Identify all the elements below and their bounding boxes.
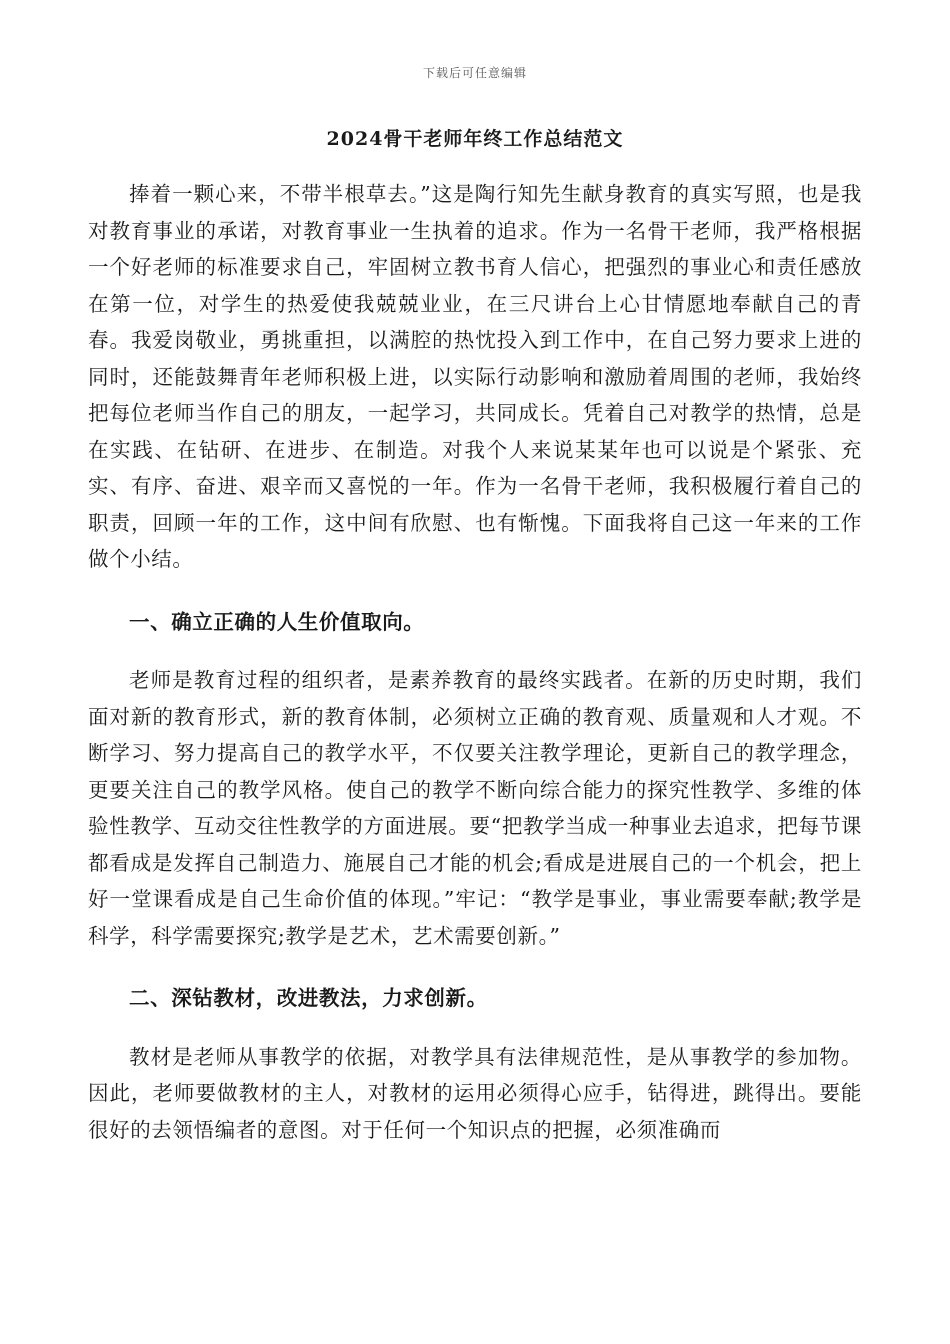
section-1-heading: 一、确立正确的人生价值取向。 (129, 609, 425, 634)
document-body (88, 176, 862, 1148)
section-2-heading: 二、深钻教材，改进教法，力求创新。 (129, 986, 488, 1010)
header-note: 下载后可任意编辑 (422, 66, 527, 80)
section-2-paragraph: 教材是老师从事教学的依据，对教学具有法律规范性，是从事教学的参加物。因此，老师要做教材的主人，对教材的运用必须得心应手，钻得进，跳得出。要能很好的去领悟编者的意图。对于任何一个知识点的把握，必须准确而 (88, 1044, 862, 1142)
section-1-paragraph: 老师是教育过程的组织者，是素养教育的最终实践者。在新的历史时期，我们面对新的教育形式，新的教育体制，必须树立正确的教育观、质量观和人才观。不断学习、努力提高自己的教学水平，不仅要关注教学理论，更新自己的教学理念，更要关注自己的教学风格。使自己的教学不断向综合能力的探究性教学、多维的体验性教学、互动交往性教学的方面进展。要“把教学当成一种事业去追求，把每节课都看成是发挥自己制造力、施展自己才能的机会;看成是进展自己的一个机会，把上好一堂课看成是自己生命价值的体现。”牢记：“教学是事业，事业需要奉献;教学是科学，科学需要探究;教学是艺术，艺术需要创新。” (88, 668, 862, 948)
document-title: 2024骨干老师年终工作总结范文 (326, 128, 624, 150)
intro-paragraph: 捧着一颗心来，不带半根草去。”这是陶行知先生献身教育的真实写照，也是我对教育事业的承诺，对教育事业一生执着的追求。作为一名骨干老师，我严格根据一个好老师的标准要求自己，牢固树立教书育人信心，把强烈的事业心和责任感放在第一位，对学生的热爱使我兢兢业业，在三尺讲台上心甘情愿地奉献自己的青春。我爱岗敬业，勇挑重担，以满腔的热忱投入到工作中，在自己努力要求上进的同时，还能鼓舞青年老师积极上进，以实际行动影响和激励着周围的老师，我始终把每位老师当作自己的朋友，一起学习，共同成长。凭着自己对教学的热情，总是在实践、在钻研、在进步、在制造。对我个人来说某某年也可以说是个紧张、充实、有序、奋进、艰辛而又喜悦的一年。作为一名骨干老师，我积极履行着自己的职责，回顾一年的工作，这中间有欣慰、也有惭愧。下面我将自己这一年来的工作做个小结。 (88, 182, 862, 571)
